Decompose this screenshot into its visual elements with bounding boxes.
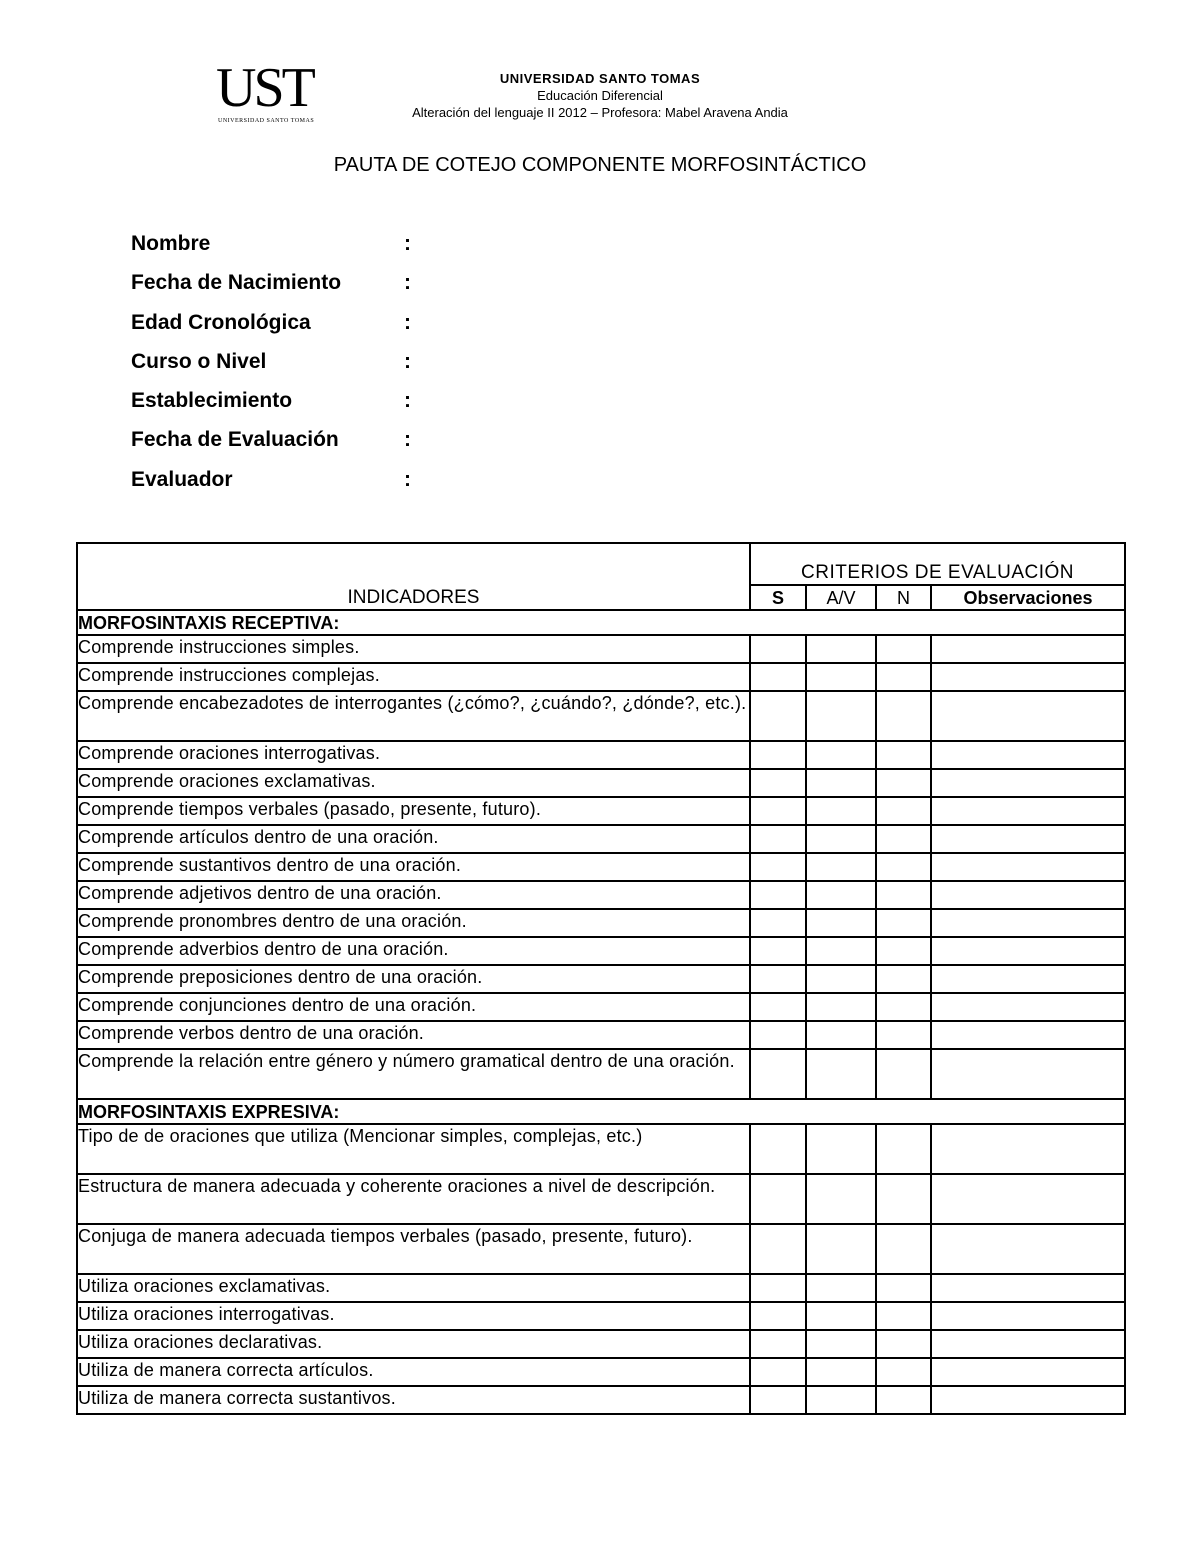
indicator-row [77, 1174, 1125, 1224]
indicator-text: Comprende conjunciones dentro de una oración. [77, 993, 750, 1021]
course-line: Alteración del lenguaje II 2012 – Profesora: Mabel Aravena Andia [412, 105, 788, 120]
indicator-text: Comprende instrucciones complejas. [77, 663, 750, 691]
column-header-av: A/V [806, 585, 876, 610]
indicator-text: Comprende instrucciones simples. [77, 635, 750, 663]
cell-s[interactable] [750, 965, 806, 993]
indicator-row [77, 1386, 1125, 1414]
indicator-row [77, 1330, 1125, 1358]
cell-n[interactable] [876, 825, 931, 853]
cell-s[interactable] [750, 1386, 806, 1414]
cell-n[interactable] [876, 1049, 931, 1099]
indicator-text: Comprende pronombres dentro de una oración. [77, 909, 750, 937]
cell-s[interactable] [750, 635, 806, 663]
indicator-row [77, 741, 1125, 769]
field-colon: : [404, 349, 411, 373]
cell-observaciones[interactable] [931, 1358, 1125, 1386]
cell-s[interactable] [750, 1224, 806, 1274]
column-header-n: N [876, 585, 931, 610]
indicator-text: Comprende encabezadotes de interrogantes (¿cómo?, ¿cuándo?, ¿dónde?, etc.). [77, 691, 750, 741]
indicator-row [77, 1021, 1125, 1049]
cell-av[interactable] [806, 1386, 876, 1414]
cell-av[interactable] [806, 741, 876, 769]
cell-av[interactable] [806, 1358, 876, 1386]
field-colon: : [404, 389, 411, 413]
indicator-text: Comprende preposiciones dentro de una oración. [77, 965, 750, 993]
field-colon: : [404, 310, 411, 334]
cell-n[interactable] [876, 1302, 931, 1330]
cell-observaciones[interactable] [931, 1224, 1125, 1274]
cell-s[interactable] [750, 691, 806, 741]
cell-n[interactable] [876, 769, 931, 797]
cell-observaciones[interactable] [931, 663, 1125, 691]
indicator-row [77, 769, 1125, 797]
cell-observaciones[interactable] [931, 881, 1125, 909]
department-name: Educación Diferencial [537, 88, 663, 103]
indicator-text: Estructura de manera adecuada y coherente oraciones a nivel de descripción. [77, 1174, 750, 1224]
field-colon: : [404, 428, 411, 452]
cell-n[interactable] [876, 1224, 931, 1274]
cell-av[interactable] [806, 769, 876, 797]
cell-observaciones[interactable] [931, 909, 1125, 937]
cell-observaciones[interactable] [931, 635, 1125, 663]
cell-av[interactable] [806, 993, 876, 1021]
field-label: Fecha de Evaluación [131, 428, 339, 452]
cell-observaciones[interactable] [931, 1274, 1125, 1302]
indicator-text: Utiliza de manera correcta artículos. [77, 1358, 750, 1386]
indicator-text: Utiliza oraciones declarativas. [77, 1330, 750, 1358]
indicator-row [77, 909, 1125, 937]
indicator-text: Conjuga de manera adecuada tiempos verbales (pasado, presente, futuro). [77, 1224, 750, 1274]
cell-observaciones[interactable] [931, 965, 1125, 993]
cell-s[interactable] [750, 741, 806, 769]
university-logo [212, 57, 315, 130]
indicator-row [77, 1049, 1125, 1099]
cell-s[interactable] [750, 853, 806, 881]
indicator-text: Comprende oraciones interrogativas. [77, 741, 750, 769]
cell-observaciones[interactable] [931, 825, 1125, 853]
indicator-row [77, 691, 1125, 741]
indicator-row [77, 965, 1125, 993]
field-colon: : [404, 467, 411, 491]
indicator-row [77, 1302, 1125, 1330]
cell-s[interactable] [750, 1174, 806, 1224]
cell-av[interactable] [806, 965, 876, 993]
section-title: MORFOSINTAXIS EXPRESIVA: [77, 1099, 1125, 1124]
cell-av[interactable] [806, 1302, 876, 1330]
cell-observaciones[interactable] [931, 937, 1125, 965]
cell-observaciones[interactable] [931, 1386, 1125, 1414]
cell-n[interactable] [876, 663, 931, 691]
indicator-text: Utiliza de manera correcta sustantivos. [77, 1386, 750, 1414]
cell-av[interactable] [806, 691, 876, 741]
cell-observaciones[interactable] [931, 741, 1125, 769]
cell-av[interactable] [806, 663, 876, 691]
cell-av[interactable] [806, 1174, 876, 1224]
cell-s[interactable] [750, 993, 806, 1021]
indicator-text: Comprende sustantivos dentro de una oración. [77, 853, 750, 881]
indicator-row [77, 1274, 1125, 1302]
cell-observaciones[interactable] [931, 1302, 1125, 1330]
cell-n[interactable] [876, 909, 931, 937]
cell-av[interactable] [806, 1124, 876, 1174]
cell-av[interactable] [806, 909, 876, 937]
cell-s[interactable] [750, 1330, 806, 1358]
cell-s[interactable] [750, 663, 806, 691]
field-label: Edad Cronológica [131, 310, 311, 334]
indicators-header: INDICADORES [77, 543, 750, 610]
section-row [77, 610, 1125, 635]
cell-n[interactable] [876, 1358, 931, 1386]
cell-s[interactable] [750, 1021, 806, 1049]
field-colon: : [404, 271, 411, 295]
cell-n[interactable] [876, 691, 931, 741]
cell-s[interactable] [750, 1358, 806, 1386]
indicator-row [77, 635, 1125, 663]
section-row [77, 1099, 1125, 1124]
cell-observaciones[interactable] [931, 769, 1125, 797]
cell-n[interactable] [876, 797, 931, 825]
document-header [340, 70, 860, 121]
cell-s[interactable] [750, 1302, 806, 1330]
logo-mark: UST [216, 57, 313, 119]
cell-av[interactable] [806, 1330, 876, 1358]
cell-observaciones[interactable] [931, 1174, 1125, 1224]
field-label: Fecha de Nacimiento [131, 271, 342, 295]
cell-n[interactable] [876, 635, 931, 663]
cell-s[interactable] [750, 825, 806, 853]
indicator-row [77, 797, 1125, 825]
indicator-row [77, 1358, 1125, 1386]
cell-n[interactable] [876, 1174, 931, 1224]
cell-s[interactable] [750, 797, 806, 825]
indicator-text: Comprende la relación entre género y número gramatical dentro de una oración. [77, 1049, 750, 1099]
cell-n[interactable] [876, 1386, 931, 1414]
cell-observaciones[interactable] [931, 1124, 1125, 1174]
cell-av[interactable] [806, 797, 876, 825]
cell-n[interactable] [876, 1274, 931, 1302]
cell-n[interactable] [876, 1021, 931, 1049]
cell-s[interactable] [750, 909, 806, 937]
cell-s[interactable] [750, 937, 806, 965]
cell-av[interactable] [806, 1224, 876, 1274]
cell-s[interactable] [750, 1049, 806, 1099]
indicator-row [77, 853, 1125, 881]
cell-n[interactable] [876, 1330, 931, 1358]
indicator-text: Comprende verbos dentro de una oración. [77, 1021, 750, 1049]
cell-av[interactable] [806, 1274, 876, 1302]
field-label: Evaluador [131, 467, 233, 491]
field-colon: : [404, 232, 411, 255]
column-header-observaciones: Observaciones [931, 585, 1125, 610]
cell-av[interactable] [806, 1049, 876, 1099]
field-label: Curso o Nivel [131, 349, 267, 373]
indicator-row [77, 993, 1125, 1021]
indicator-row [77, 1124, 1125, 1174]
cell-s[interactable] [750, 1124, 806, 1174]
cell-n[interactable] [876, 937, 931, 965]
indicator-row [77, 881, 1125, 909]
column-header-s: S [750, 585, 806, 610]
cell-observaciones[interactable] [931, 993, 1125, 1021]
cell-s[interactable] [750, 1274, 806, 1302]
evaluation-table [76, 542, 1126, 1415]
cell-n[interactable] [876, 881, 931, 909]
cell-av[interactable] [806, 1021, 876, 1049]
cell-n[interactable] [876, 853, 931, 881]
cell-observaciones[interactable] [931, 691, 1125, 741]
indicator-text: Comprende adjetivos dentro de una oración. [77, 881, 750, 909]
cell-observaciones[interactable] [931, 1049, 1125, 1099]
cell-n[interactable] [876, 965, 931, 993]
section-title: MORFOSINTAXIS RECEPTIVA: [77, 610, 1125, 635]
cell-observaciones[interactable] [931, 1021, 1125, 1049]
university-name: UNIVERSIDAD SANTO TOMAS [499, 71, 701, 86]
indicator-text: Comprende tiempos verbales (pasado, presente, futuro). [77, 797, 750, 825]
field-label: Nombre [131, 232, 211, 255]
criteria-header: CRITERIOS DE EVALUACIÓN [750, 543, 1125, 585]
cell-observaciones[interactable] [931, 853, 1125, 881]
cell-av[interactable] [806, 825, 876, 853]
cell-s[interactable] [750, 769, 806, 797]
field-label: Establecimiento [131, 389, 293, 413]
indicator-row [77, 663, 1125, 691]
cell-n[interactable] [876, 741, 931, 769]
cell-n[interactable] [876, 1124, 931, 1174]
indicator-row [77, 1224, 1125, 1274]
cell-av[interactable] [806, 635, 876, 663]
cell-av[interactable] [806, 937, 876, 965]
cell-observaciones[interactable] [931, 1330, 1125, 1358]
indicator-text: Comprende artículos dentro de una oración. [77, 825, 750, 853]
cell-av[interactable] [806, 853, 876, 881]
indicator-text: Utiliza oraciones interrogativas. [77, 1302, 750, 1330]
indicator-text: Comprende oraciones exclamativas. [77, 769, 750, 797]
cell-observaciones[interactable] [931, 797, 1125, 825]
indicator-text: Tipo de de oraciones que utiliza (Mencionar simples, complejas, etc.) [77, 1124, 750, 1174]
indicator-text: Utiliza oraciones exclamativas. [77, 1274, 750, 1302]
logo-subtext: UNIVERSIDAD SANTO TOMAS [218, 118, 315, 124]
indicator-text: Comprende adverbios dentro de una oración. [77, 937, 750, 965]
page-title: PAUTA DE COTEJO COMPONENTE MORFOSINTÁCTICO [333, 154, 867, 176]
indicator-row [77, 825, 1125, 853]
indicator-row [77, 937, 1125, 965]
cell-av[interactable] [806, 881, 876, 909]
cell-n[interactable] [876, 993, 931, 1021]
cell-s[interactable] [750, 881, 806, 909]
